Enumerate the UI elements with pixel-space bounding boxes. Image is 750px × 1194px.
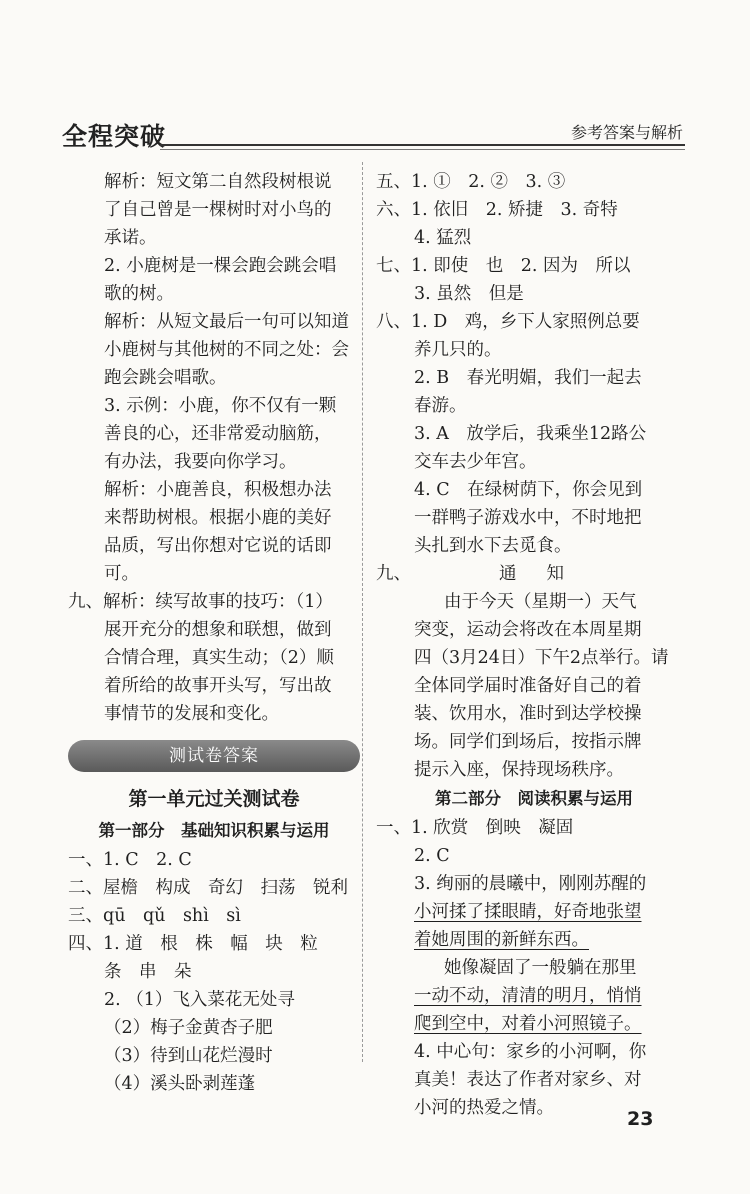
text-line: 六、1. 依旧 2. 矫捷 3. 奇特 [376,200,618,220]
underlined-text: 爬到空中，对着小河照镜子。 [414,1014,642,1034]
text-line: 展开充分的想象和联想，做到 [104,620,332,640]
text-line: 3. 虽然 但是 [414,284,524,304]
text-line: （2）梅子金黄杏子肥 [104,1018,273,1038]
notice-title-a: 通 [499,564,517,584]
text-line: 七、1. 即使 也 2. 因为 所以 [376,256,631,276]
page-number: 23 [627,1108,654,1130]
text-line: 品质，写出你想对它说的话即 [104,536,332,556]
text-line: 真美！表达了作者对家乡、对 [414,1070,642,1090]
text-line: 2. C [414,846,450,866]
text-line: 头扎到水下去觅食。 [414,536,572,556]
underlined-line [376,982,692,1010]
left-column [68,168,360,1098]
text-line: 4. 猛烈 [414,228,472,248]
text-line: 养几只的。 [414,340,502,360]
text-line: 春游。 [414,396,467,416]
text-line: 2. 小鹿树是一棵会跑会跳会唱 [104,256,337,276]
notice-line: 四（3月24日）下午2点举行。请 [414,648,669,668]
text-line: 跑会跳会唱歌。 [104,368,227,388]
notice-line: 由于今天（星期一）天气 [444,592,637,612]
notice-title-line [376,560,692,588]
part2-title: 第二部分 阅读积累与运用 [435,789,633,808]
text-line: 4. 中心句：家乡的小河啊，你 [414,1042,647,1062]
text-line: 九、解析：续写故事的技巧：（1） [68,592,333,612]
text-line: 有办法，我要向你学习。 [104,452,297,472]
text-line: 3. 绚丽的晨曦中，刚刚苏醒的 [414,874,647,894]
text-line: 条 串 朵 [104,962,192,982]
underlined-text: 小河揉了揉眼睛，好奇地张望 [414,902,642,922]
text-line: 2. （1）飞入菜花无处寻 [104,990,295,1010]
text-line: 五、1. ① 2. ② 3. ③ [376,172,566,192]
header-title: 参考答案与解析 [570,123,683,142]
text-line: 她像凝固了一般躺在那里 [444,958,637,978]
text-line: 3. A 放学后，我乘坐12路公 [414,424,647,444]
text-line: 2. B 春光明媚，我们一起去 [414,368,642,388]
text-line: 事情节的发展和变化。 [104,704,279,724]
text-line: 善良的心，还非常爱动脑筋， [104,424,332,444]
text-line: 八、1. D 鸡，乡下人家照例总要 [376,312,640,332]
text-line: 了自己曾是一棵树时对小鸟的 [104,200,332,220]
notice-title-b: 知 [546,564,564,584]
right-column [376,168,692,1122]
text-line: 小鹿树与其他树的不同之处：会 [104,340,349,360]
notice-line: 提示入座，保持现场秩序。 [414,760,624,780]
text-line: （3）待到山花烂漫时 [104,1046,273,1066]
notice-line: 突变，运动会将改在本周星期 [414,620,642,640]
notice-line: 场。同学们到场后，按指示牌 [414,732,642,752]
notice-line: 全体同学届时准备好自己的着 [414,676,642,696]
text-line: 二、屋檐 构成 奇幻 扫荡 锐利 [68,878,348,898]
text-line: 来帮助树根。根据小鹿的美好 [104,508,332,528]
underlined-text: 着她周围的新鲜东西。 [414,930,589,950]
underlined-line [376,898,692,926]
text-line: （4）溪头卧剥莲蓬 [104,1074,256,1094]
text-line: 三、qū qǔ shì sì [68,906,241,926]
section-banner: 测试卷答案 [68,740,360,772]
text-line: 着所给的故事开头写，写出故 [104,676,332,696]
header-rule-thin [160,149,685,150]
notice-line: 装、饮用水，准时到达学校操 [414,704,642,724]
text-line: 3. 示例：小鹿，你不仅有一颗 [104,396,337,416]
text-line: 4. C 在绿树荫下，你会见到 [414,480,643,500]
underlined-line [376,926,692,954]
text-line: 承诺。 [104,228,157,248]
header-rule [160,144,685,146]
text-line: 一群鸭子游戏水中，不时地把 [414,508,642,528]
part1-title: 第一部分 基础知识积累与运用 [98,821,330,840]
text-line: 四、1. 道 根 株 幅 块 粒 [68,934,318,954]
underlined-line [376,1010,692,1038]
text-line: 解析：小鹿善良，积极想办法 [104,480,332,500]
text-line: 可。 [104,564,139,584]
text-line: 一、1. C 2. C [68,850,192,870]
brand-logo-text: 全程突破 [62,122,167,151]
text-line: 解析：从短文最后一句可以知道 [104,312,349,332]
text-line: 解析：短文第二自然段树根说 [104,172,332,192]
underlined-text: 一动不动，清清的明月，悄悄 [414,986,642,1006]
text-line: 合情合理，真实生动；（2）顺 [104,648,334,668]
text-line: 歌的树。 [104,284,174,304]
unit-title: 第一单元过关测试卷 [128,788,300,810]
text-line: 小河的热爱之情。 [414,1098,554,1118]
column-divider [362,162,363,1062]
notice-label: 九、 [376,564,411,584]
text-line: 交车去少年宫。 [414,452,537,472]
text-line: 一、1. 欣赏 倒映 凝固 [376,818,574,838]
